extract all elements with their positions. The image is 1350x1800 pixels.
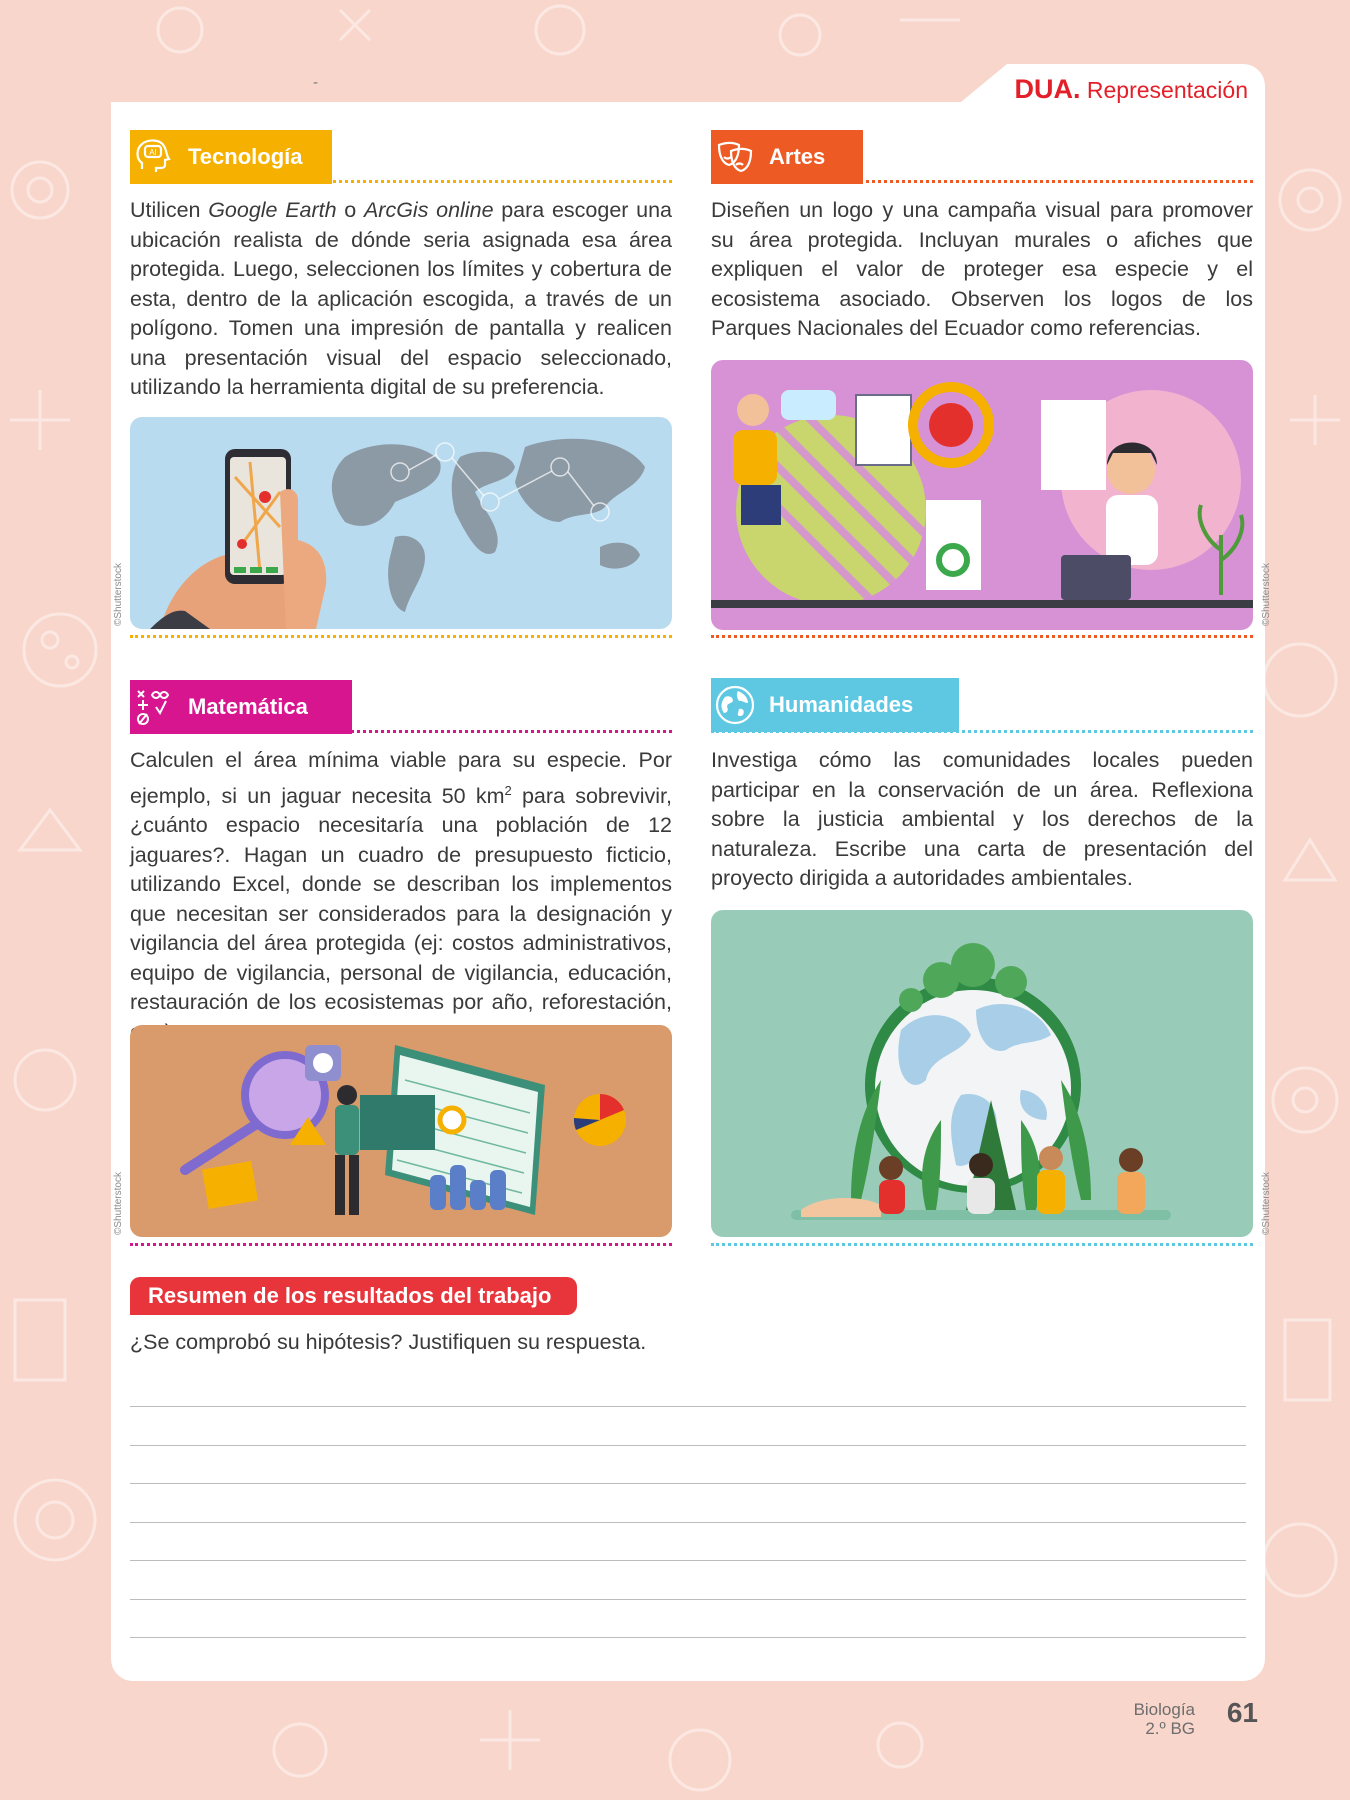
dua-badge-bold: DUA. <box>1014 74 1081 104</box>
answer-line[interactable] <box>130 1599 1246 1600</box>
tag-artes <box>711 130 863 184</box>
answer-line[interactable] <box>130 1483 1246 1484</box>
tag-matematica <box>130 680 352 734</box>
artes-bottom-divider <box>711 635 1253 638</box>
matematica-credit: ©Shutterstock <box>113 1172 124 1235</box>
summary-question: ¿Se comprobó su hipótesis? Justifiquen su respuesta. <box>130 1330 647 1354</box>
answer-line[interactable] <box>130 1637 1246 1638</box>
dua-badge-text: Representación <box>1086 77 1248 103</box>
tecnologia-text: Utilicen Google Earth o ArcGis online para escoger una ubicación realista de dónde seria asignada esa área protegida. Luego, seleccionen los límites y cobertura de esta, dentro de la aplicación escogida, a través de un polígono. Tomen una impresión de pantalla y realicen una presentación visual del espacio seleccionado, utilizando la herramienta digital de su preferencia. <box>130 198 672 399</box>
section-matematica <box>113 680 673 1250</box>
footer-subject-name: Biología <box>1133 1700 1195 1719</box>
answer-line[interactable] <box>130 1406 1246 1407</box>
tag-matematica-label: Matemática <box>188 694 308 719</box>
tecnologia-bottom-divider <box>130 635 672 638</box>
head-ai-icon <box>130 133 178 181</box>
humanidades-bottom-divider <box>711 1243 1253 1246</box>
tag-tecnologia-label: Tecnología <box>188 144 303 169</box>
summary-title: Resumen de los resultados del trabajo <box>130 1277 577 1315</box>
artes-illustration <box>711 360 1253 630</box>
humanidades-credit: ©Shutterstock <box>1261 1172 1272 1235</box>
section-artes <box>711 130 1272 640</box>
tag-humanidades <box>711 678 959 732</box>
answer-line[interactable] <box>130 1445 1246 1446</box>
tecnologia-divider <box>130 180 672 183</box>
answer-line[interactable] <box>130 1560 1246 1561</box>
footer-grade: 2.º BG <box>1145 1719 1195 1738</box>
math-symbols-icon <box>130 683 178 731</box>
section-humanidades <box>711 678 1272 1250</box>
artes-credit: ©Shutterstock <box>1261 563 1272 626</box>
matematica-bottom-divider <box>130 1243 672 1246</box>
globe-icon <box>711 681 759 729</box>
humanidades-text: Investiga cómo las comunidades locales pueden participar en la conservación de un área. Reflexiona sobre la justicia ambiental y los derechos de la naturaleza. Escribe una carta de presentación del proyecto dirigida a autoridades ambientales. <box>711 748 1253 890</box>
section-tecnologia <box>113 130 672 640</box>
tag-humanidades-label: Humanidades <box>769 692 914 717</box>
artes-divider <box>711 180 1253 183</box>
theater-masks-icon <box>711 133 759 181</box>
humanidades-illustration <box>711 910 1253 1237</box>
answer-line[interactable] <box>130 1522 1246 1523</box>
dua-badge <box>1015 74 1249 105</box>
humanidades-divider <box>711 730 1253 733</box>
svg-text:AI: AI <box>149 148 157 157</box>
page-number: 61 <box>1226 1697 1258 1728</box>
matematica-divider <box>130 730 672 733</box>
artes-text: Diseñen un logo y una campaña visual para promover su área protegida. Incluyan murales o afiches que expliquen el valor de proteger esa especie y el ecosistema asociado. Observen los logos de los Parques Nacionales del Ecuador como referencias. <box>711 198 1253 340</box>
matematica-text: Calculen el área mínima viable para su especie. Por ejemplo, si un jaguar necesita 50 $km^2$ para sobrevivir, ¿cuánto espacio necesitaría una población de 12 jaguares?. Hagan un cuadro de presupuesto ficticio, utilizando Excel, donde se describan los implementos que necesitan ser considerados para la designación y vigilancia del área protegida (ej: costos administrativos, equipo de vigilancia, personal de vigilancia, educación, restauración de los ecosistemas por año, reforestación, <box>130 748 673 1015</box>
matematica-illustration <box>130 1025 672 1237</box>
tag-tecnologia <box>130 130 332 184</box>
tecnologia-illustration <box>130 417 672 629</box>
header-mark: - <box>313 75 319 91</box>
tag-artes-label: Artes <box>769 144 826 169</box>
footer-subject <box>1134 1700 1195 1738</box>
tecnologia-credit: ©Shutterstock <box>113 563 124 626</box>
